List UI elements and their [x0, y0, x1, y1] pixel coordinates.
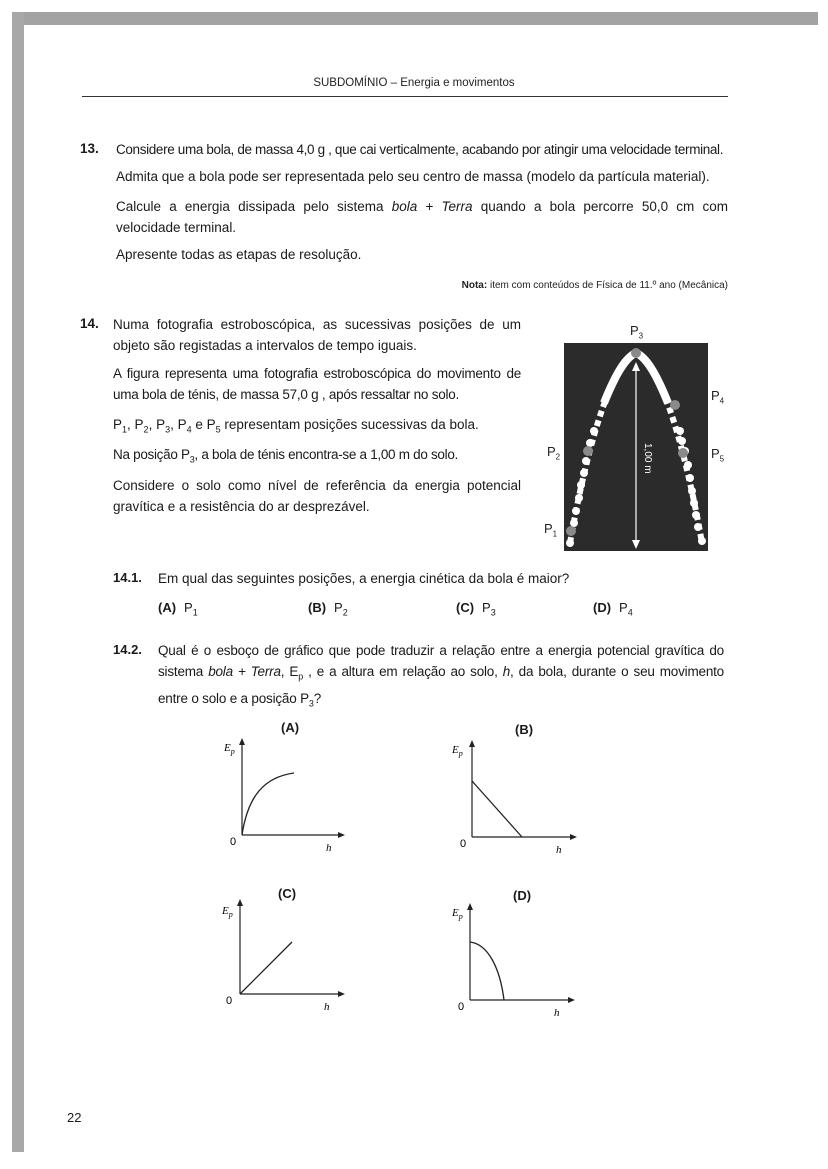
question-14-1-text: Em qual das seguintes posições, a energia cinética da bola é maior?: [158, 571, 570, 586]
question-13-number: 13.: [80, 141, 99, 156]
svg-text:Ep: $E_p$: [222, 905, 233, 919]
figure-label-p2: $P_2$: [547, 444, 561, 462]
height-label: 1,00 m: [642, 443, 653, 474]
question-14-paragraph-5: Considere o solo como nível de referência da energia potencial gravítica e a resistência do ar desprezável.: [113, 478, 521, 514]
figure-label-p5: $P_5$: [711, 446, 725, 464]
svg-text:h: h: [554, 1007, 560, 1019]
graph-c-label[interactable]: (C): [278, 886, 297, 901]
option-d[interactable]: (D) $P_4$: [593, 600, 633, 618]
svg-text:Ep: $E_p$: [452, 907, 463, 921]
svg-text:0: 0: [460, 838, 467, 850]
question-14-paragraph-3: $P_1$, $P_2$, $P_3$, $P_4$ e $P_5$ representam posições sucessivas da bola.: [113, 417, 479, 435]
question-14-paragraph-1: Numa fotografia estroboscópica, as sucessivas posições de um objeto são registadas a intervalos de tempo iguais.: [113, 317, 521, 353]
svg-text:Ep: $E_p$: [452, 744, 463, 758]
graph-d[interactable]: [450, 898, 590, 1038]
graph-c[interactable]: [220, 898, 360, 1038]
question-14-2-text: Qual é o esboço de gráfico que pode traduzir a relação entre a energia potencial gravítica do sistema bola + Terra, $E_p$ , e a altura em relação ao solo, h, da bola, durante o seu movimento entre o solo e a posição $P_3$?: [158, 643, 724, 709]
question-13-line-2: Admita que a bola pode ser representada pelo seu centro de massa (modelo da partícula material).: [116, 169, 710, 184]
svg-text:Ep: $E_p$: [224, 742, 235, 756]
header-divider: [82, 96, 728, 97]
question-14-paragraph-4: Na posição $P_3$, a bola de ténis encontra-se a 1,00 m do solo.: [113, 447, 458, 465]
figure-label-p4: $P_4$: [711, 388, 725, 406]
svg-text:0: 0: [226, 995, 233, 1007]
option-b[interactable]: (B) $P_2$: [308, 600, 348, 618]
page-number: 22: [67, 1110, 82, 1125]
graph-a-label[interactable]: (A): [281, 720, 300, 735]
option-a[interactable]: (A) $P_1$: [158, 600, 198, 618]
question-13-note: Nota: item com conteúdos de Física de 11.º ano (Mecânica): [461, 280, 728, 291]
figure-label-p1: $P_1$: [544, 521, 558, 539]
figure-label-p3: $P_3$: [630, 323, 644, 341]
question-14-2-number: 14.2.: [113, 642, 142, 657]
option-c[interactable]: (C) $P_3$: [456, 600, 496, 618]
question-14-paragraph-2: A figura representa uma fotografia estroboscópica do movimento de uma bola de ténis, de massa 57,0 g , após ressaltar no solo.: [113, 366, 521, 402]
graph-d-label[interactable]: (D): [513, 888, 532, 903]
question-14-1-number: 14.1.: [113, 570, 142, 585]
graph-a[interactable]: [220, 735, 360, 875]
question-13-line-3: Calcule a energia dissipada pelo sistema bola + Terra quando a bola percorre 50,0 cm com velocidade terminal.: [116, 199, 728, 235]
question-13-line-1: Considere uma bola, de massa 4,0 g , que cai verticalmente, acabando por atingir uma velocidade terminal.: [116, 142, 724, 157]
question-14-number: 14.: [80, 316, 99, 331]
section-header: SUBDOMÍNIO – Energia e movimentos: [313, 77, 515, 89]
svg-text:0: 0: [230, 836, 237, 848]
svg-text:h: h: [324, 1001, 330, 1013]
svg-text:0: 0: [458, 1001, 465, 1013]
stroboscopic-photo: [564, 343, 708, 551]
graph-b-label[interactable]: (B): [515, 722, 534, 737]
svg-text:h: h: [326, 842, 332, 854]
stroboscopic-trajectory: [564, 343, 708, 551]
graph-b[interactable]: [450, 735, 590, 875]
svg-text:h: h: [556, 844, 562, 856]
question-13-line-4: Apresente todas as etapas de resolução.: [116, 247, 362, 262]
